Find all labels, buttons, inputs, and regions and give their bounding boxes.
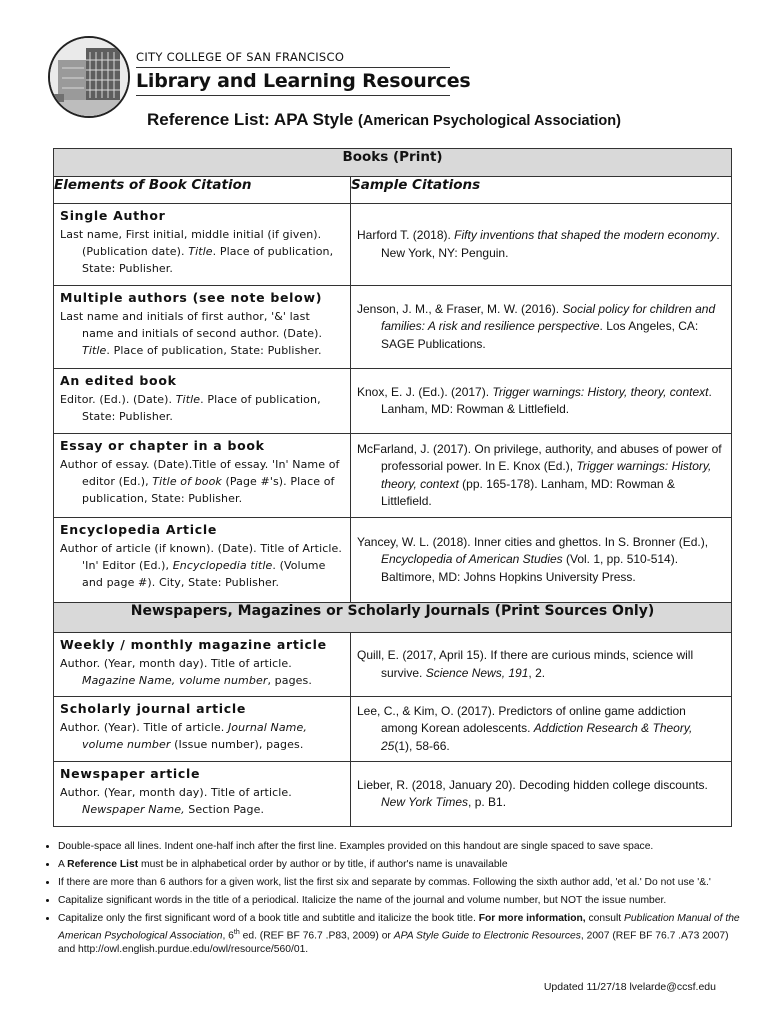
element-cell [54,762,351,827]
list-item: • If there are more than 6 authors for a given work, list the first six and separate by commas. Following the sixth author add, 'et al.' Do not use '&.' [58,876,748,890]
citation-cell [351,204,732,286]
element-format: Author. (Year). Title of article. Journal Name, volume number (Issue number), pages. [60,721,307,751]
element-cell [54,697,351,762]
department-name: Library and Learning Resources [136,70,471,92]
table-row [54,369,732,434]
updated-footer: Updated 11/27/18 lvelarde@ccsf.edu [543,981,716,993]
element-format: Editor. (Ed.). (Date). Title. Place of publication, State: Publisher. [60,393,321,423]
table-row [54,762,732,827]
list-item: • A Reference List must be in alphabetical order by author or by title, if author's name is unavailable [58,858,748,872]
element-format: Last name, First initial, middle initial (if given). (Publication date). Title. Place of publication, State: Publisher. [60,228,334,275]
title-sub: (American Psychological Association) [358,113,621,129]
table-row [54,518,732,603]
table-row [54,286,732,369]
element-format: Author. (Year, month day). Title of article. Magazine Name, volume number, pages. [60,657,312,687]
table-row [54,204,732,286]
column-header-elements: Elements of Book Citation [54,177,351,204]
element-name: An edited book [60,373,177,388]
element-cell [54,286,351,369]
section-title: Books (Print) [54,149,732,177]
college-name: CITY COLLEGE OF SAN FRANCISCO [136,50,345,64]
sample-citation: Yancey, W. L. (2018). Inner cities and ghettos. In S. Bronner (Ed.), Encyclopedia of American Studies (Vol. 1, pp. 510-514). Baltimore, MD: Johns Hopkins University Press. [357,534,709,584]
table-row [54,434,732,518]
element-format: Last name and initials of first author, '&' last name and initials of second author. (Date). Title. Place of publication, State: Publisher. [60,310,323,357]
reference-table [53,148,732,827]
column-header-samples: Sample Citations [351,177,732,204]
sample-citation: Harford T. (2018). Fifty inventions that shaped the modern economy. New York, NY: Penguin. [357,228,720,260]
header-divider [136,67,450,68]
element-format: Author of essay. (Date).Title of essay. 'In' Name of editor (Ed.), Title of book (Page #'s). Place of publication, State: Publisher. [60,458,340,505]
element-format: Author. (Year, month day). Title of article. Newspaper Name, Section Page. [60,786,292,816]
element-name: Newspaper article [60,766,201,781]
citation-cell [351,369,732,434]
citation-cell [351,762,732,827]
element-cell [54,434,351,518]
notes-list [44,840,748,961]
table-row [54,633,732,697]
element-name: Essay or chapter in a book [60,438,265,453]
citation-cell [351,434,732,518]
section-header-periodicals [54,603,732,633]
list-item: • Capitalize only the first significant word of a book title and subtitle and italicize the book title. For more information, consult Publication Manual of the American Psychological Association, 6th ed. (REF BF 76.7 .P83, 2009) or APA Style Guide to Electronic Resources, 2007 (REF BF 76.7 .A73 2007) and http://owl.english.purdue.edu/owl/resource/560/01. [58,912,748,957]
element-cell [54,369,351,434]
page-header [48,36,728,106]
element-name: Encyclopedia Article [60,522,217,537]
header-divider-bottom [136,95,450,96]
page-title [0,110,768,130]
element-name: Scholarly journal article [60,701,247,716]
section-title: Newspapers, Magazines or Scholarly Journals (Print Sources Only) [54,603,732,633]
element-name: Multiple authors (see note below) [60,290,323,305]
list-item: • Capitalize significant words in the title of a periodical. Italicize the name of the journal and volume number, but NOT the issue number. [58,894,748,908]
element-name: Weekly / monthly magazine article [60,637,327,652]
sample-citation: Quill, E. (2017, April 15). If there are curious minds, science will survive. Science News, 191, 2. [357,648,694,680]
citation-cell [351,697,732,762]
sample-citation: Knox, E. J. (Ed.). (2017). Trigger warnings: History, theory, context. Lanham, MD: Rowman & Littlefield. [357,384,712,416]
citation-cell [351,286,732,369]
element-cell [54,204,351,286]
element-name: Single Author [60,208,166,223]
element-cell [54,633,351,697]
sample-citation: McFarland, J. (2017). On privilege, authority, and abuses of power of professorial power. In E. Knox (Ed.), Trigger warnings: History, theory, context (pp. 165-178). Lanham, MD: Rowman & Littlefield. [357,441,722,508]
list-item: • Double-space all lines. Indent one-half inch after the first line. Examples provided on this handout are single spaced to save space. [58,840,748,854]
college-building-logo-icon [48,36,130,118]
citation-cell [351,633,732,697]
sample-citation: Lee, C., & Kim, O. (2017). Predictors of online game addiction among Korean adolescents. Addiction Research & Theory, 25(1), 58-66. [357,703,693,753]
table-row [54,697,732,762]
column-headers [54,177,732,204]
title-main: Reference List: APA Style [147,110,354,129]
citation-cell [351,518,732,603]
sample-citation: Jenson, J. M., & Fraser, M. W. (2016). Social policy for children and families: A risk and resilience perspective. Los Angeles, CA: SAGE Publications. [357,301,716,351]
element-cell [54,518,351,603]
sample-citation: Lieber, R. (2018, January 20). Decoding hidden college discounts. New York Times, p. B1. [357,777,708,809]
element-format: Author of article (if known). (Date). Title of Article. 'In' Editor (Ed.), Encyclopedia title. (Volume and page #). City, State: Publisher. [60,542,342,589]
section-header-books [54,149,732,177]
